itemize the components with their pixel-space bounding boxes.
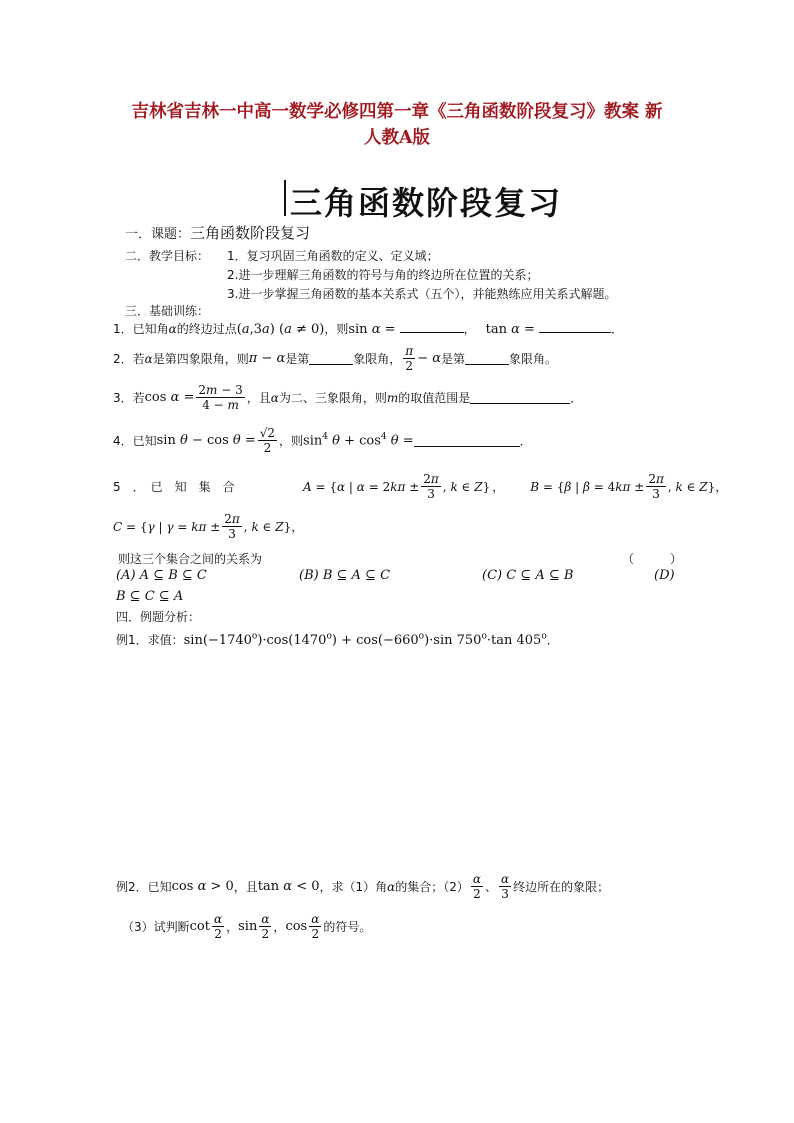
- p1-point: (a,3a) (a ≠ 0): [236, 322, 325, 337]
- set-a-tail: , k ∈ Z}: [442, 479, 491, 494]
- p3-m: m: [386, 390, 399, 405]
- p2-text-c: 是第: [285, 352, 310, 366]
- goal-3: 3.进一步掌握三角函数的基本关系式（五个），并能熟练应用关系式解题。: [227, 287, 617, 301]
- p1-text-b: 的终边过点: [176, 322, 237, 336]
- set-b-tail: , k ∈ Z}: [667, 479, 716, 494]
- p3-text-d: 的取值范围是: [398, 391, 471, 405]
- p3-fraction: $\frac{2m - 3}{4 - m}$: [198, 383, 243, 412]
- e2-cos-frac: $\frac{\alpha}{2}$: [311, 912, 320, 941]
- e2-frac-half: $\frac{\alpha}{2}$: [472, 872, 481, 901]
- set-c-fraction: $\frac{2\pi}{3}$: [224, 512, 240, 541]
- p3-cos: cos α =: [144, 390, 195, 405]
- p2-pi-minus-alpha: π − α: [248, 351, 286, 366]
- p4-target: $\sin^4 \theta + \cos^4 \theta$ =: [303, 432, 414, 449]
- set-c-tail: , k ∈ Z}: [243, 519, 292, 534]
- e1-label: 例1．求值：: [116, 633, 184, 647]
- e2-sin: sin: [238, 919, 258, 934]
- p3-text-c: 为二、三象限角，则: [278, 391, 387, 405]
- text-cursor: [284, 180, 286, 216]
- section-topic: [125, 222, 310, 243]
- option-c[interactable]: (C) C ⊆ A ⊆ B: [482, 568, 574, 583]
- p4-text-b: ，则: [279, 434, 304, 448]
- e2-sin-frac: $\frac{\alpha}{2}$: [261, 912, 270, 941]
- e2-text-e: 、: [485, 880, 498, 894]
- document-title-line1: 吉林省吉林一中高一数学必修四第一章《三角函数阶段复习》教案 新: [131, 102, 663, 122]
- p5-text-a: 5 ． 已 知 集 合: [113, 480, 235, 494]
- e2-frac-third: $\frac{\alpha}{3}$: [501, 872, 510, 901]
- e2-text-c: ，求（1）角: [319, 880, 388, 894]
- p4-blank[interactable]: [414, 434, 520, 447]
- e1-expression: $\sin(-1740^o)\cdot\cos(1470^o) + \cos(-660^o)\cdot\sin$ $750^o\cdot\tan$ 405$^o$: [183, 631, 547, 648]
- e2-text-h: ，: [226, 920, 239, 934]
- problem-2: [113, 344, 557, 373]
- p1-tan: tan α =: [485, 322, 540, 337]
- problem-5: 5 ． 已 知 集 合 A = {α | α = 2kπ ± $\frac{2\pi}{3}$ , k ∈ Z} ， B = {β | β = 4kπ ± $\frac{2\pi}{3}$ , k ∈ Z} ，: [113, 472, 728, 501]
- set-a-fraction: $\frac{2\pi}{3}$: [423, 472, 439, 501]
- example-1: 例1．求值：$\sin(-1740^o)\cdot\cos(1470^o) + \cos(-660^o)\cdot\sin$ $750^o\cdot\tan$ 405$^o$．: [116, 631, 559, 648]
- e2-text-a: 例2．已知: [116, 880, 172, 894]
- p2-alpha: α: [144, 351, 153, 366]
- p2-text-f: 象限角。: [509, 352, 558, 366]
- p3-alpha: α: [270, 390, 279, 405]
- e2-alpha: α: [387, 879, 396, 894]
- e2-tan-cond: tan α < 0: [257, 879, 320, 894]
- option-b[interactable]: (B) B ⊆ A ⊆ C: [299, 568, 391, 583]
- set-c: C = {γ | γ = kπ ±: [113, 519, 221, 534]
- p1-text-c: ，则: [324, 322, 349, 336]
- p4-expr: sin θ − cos θ =: [156, 433, 256, 448]
- examples-label: 四．例题分析：: [116, 610, 201, 624]
- p1-sin: sin α =: [348, 322, 400, 337]
- set-c-line: C = {γ | γ = kπ ± $\frac{2\pi}{3}$ , k ∈ Z} ，: [113, 512, 304, 541]
- p1-text-a: 1．已知角: [113, 322, 169, 336]
- e2-cot: cot: [189, 919, 210, 934]
- e2-text-i: ，: [273, 920, 286, 934]
- p3-text-a: 3．若: [113, 391, 145, 405]
- teaching-goals-label: 二．教学目标：: [125, 249, 210, 263]
- example-2-line2: [122, 912, 371, 941]
- set-b-fraction: $\frac{2\pi}{3}$: [648, 472, 664, 501]
- goal-1: 1．复习巩固三角函数的定义、定义域；: [227, 249, 439, 263]
- option-a[interactable]: (A) A ⊆ B ⊆ C: [116, 568, 207, 583]
- e2-text-g: （3）试判断: [122, 920, 190, 934]
- p2-text-e: 是第: [441, 352, 466, 366]
- e2-text-b: ，且: [233, 880, 258, 894]
- p2-blank-1[interactable]: [309, 352, 353, 365]
- p5-answer-paren: （ ）: [622, 552, 683, 566]
- p2-minus-alpha: − α: [417, 351, 441, 366]
- p2-text-a: 2．若: [113, 352, 145, 366]
- p3-text-b: ，且: [246, 391, 271, 405]
- e2-text-d: 的集合；（2）: [395, 880, 469, 894]
- e2-text-f: 终边所在的象限；: [513, 880, 610, 894]
- p2-text-b: 是第四象限角，则: [152, 352, 249, 366]
- p1-text-d: ，: [463, 322, 476, 336]
- option-d[interactable]: (D): [654, 568, 675, 583]
- set-a: A = {α | α = 2kπ ±: [303, 479, 420, 494]
- problem-1: 1．已知角α的终边过点(a,3a) (a ≠ 0)，则sin α = ， tan α = ．: [113, 322, 624, 337]
- document-title-line2: 人教A版: [363, 128, 431, 148]
- problem-3: 3．若 cos α = $\frac{2m - 3}{4 - m}$ ，且 α 为二、三象限角，则 m 的取值范围是 ．: [113, 383, 583, 412]
- main-heading: 三角函数阶段复习: [290, 184, 563, 222]
- e2-cos: cos: [285, 919, 308, 934]
- p4-fraction: $\frac{√2}{2}$: [259, 426, 276, 455]
- e2-cot-frac: $\frac{\alpha}{2}$: [213, 912, 223, 941]
- set-b: B = {β | β = 4kπ ±: [530, 479, 645, 494]
- e2-cos-cond: cos α > 0: [171, 879, 234, 894]
- example-2-line1: [116, 872, 609, 901]
- problem-4: 4．已知 sin θ − cos θ = $\frac{√2}{2}$ ，则 $\sin^4 \theta + \cos^4 \theta$ = ．: [113, 426, 532, 455]
- p2-text-d: 象限角，: [353, 352, 402, 366]
- p2-blank-2[interactable]: [465, 352, 509, 365]
- section-topic-label: 一．课题：: [125, 227, 191, 242]
- p2-fraction: $\frac{\pi}{2}$: [405, 344, 414, 373]
- p1-blank-sin[interactable]: [400, 320, 464, 333]
- option-d-value: B ⊆ C ⊆ A: [116, 589, 184, 604]
- section-topic-value: 三角函数阶段复习: [190, 224, 311, 242]
- p5-question: 则这三个集合之间的关系为: [118, 552, 263, 566]
- goal-2: 2.进一步理解三角函数的符号与角的终边所在位置的关系；: [227, 268, 539, 282]
- p1-alpha: α: [168, 322, 177, 336]
- p4-text-a: 4．已知: [113, 434, 157, 448]
- e2-text-j: 的符号。: [323, 920, 372, 934]
- p3-blank[interactable]: [470, 391, 570, 404]
- basic-training-label: 三．基础训练：: [125, 304, 210, 318]
- p1-blank-tan[interactable]: [539, 320, 611, 333]
